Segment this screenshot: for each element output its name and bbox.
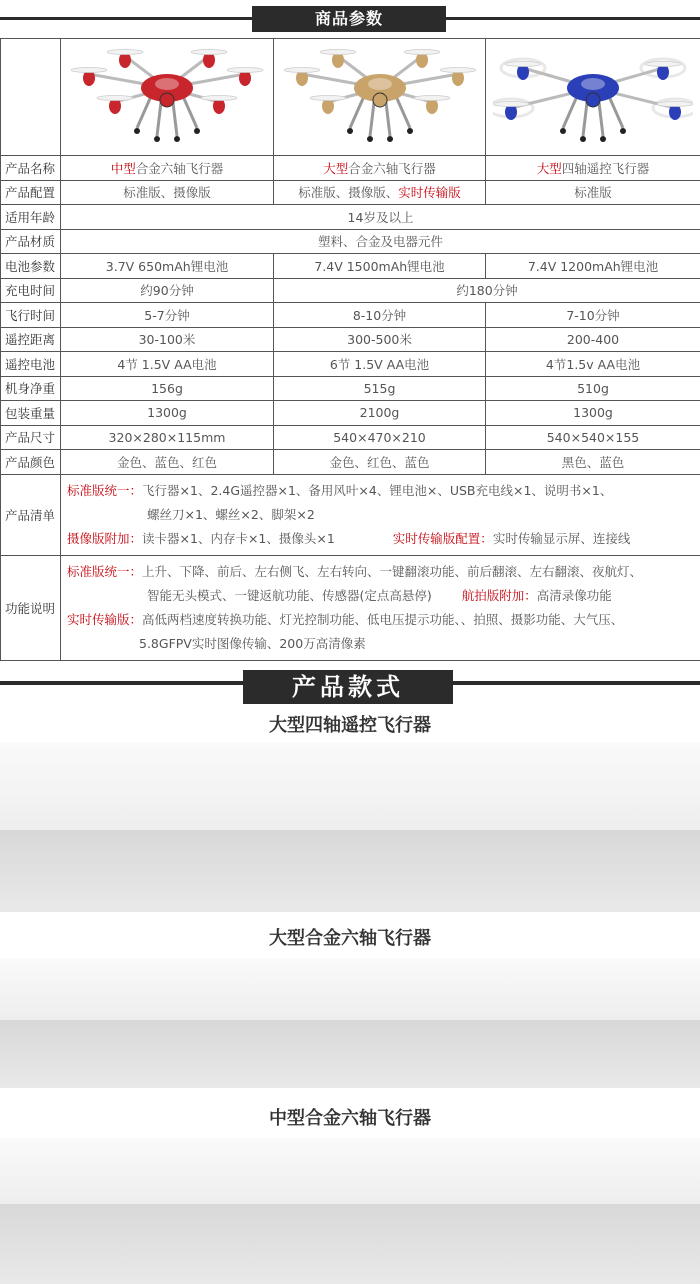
row-net-weight: 机身净重 156g 515g 510g xyxy=(1,376,700,401)
product-images-row xyxy=(1,39,700,156)
stage-medium-hexa xyxy=(0,1138,700,1284)
row-flight: 飞行时间 5-7分钟 8-10分钟 7-10分钟 xyxy=(1,303,700,328)
row-color: 产品颜色 金色、蓝色、红色 金色、红色、蓝色 黑色、蓝色 xyxy=(1,450,700,475)
styles-header-title: 产品款式 xyxy=(243,670,453,704)
row-package-list: 产品清单 标准版统一：飞行器×1、2.4G遥控器×1、备用风叶×4、锂电池×、USB充电线×1、说明书×1、 螺丝刀×1、螺丝×2、脚架×2 摄像版附加：读卡器×1、内存卡×1、摄像头×1 实时传输版配置：实时传输显示屏、连接线 xyxy=(1,474,700,555)
row-config: 产品配置 标准版、摄像版 标准版、摄像版、实时传输版 标准版 xyxy=(1,180,700,205)
row-size: 产品尺寸 320×280×115mm 540×470×210 540×540×155 xyxy=(1,425,700,450)
row-material: 产品材质 塑料、合金及电器元件 xyxy=(1,229,700,254)
row-name: 产品名称 中型合金六轴飞行器 大型合金六轴飞行器 大型四轴遥控飞行器 xyxy=(1,156,700,181)
row-pack-weight: 包装重量 1300g 2100g 1300g xyxy=(1,401,700,426)
row-battery: 电池参数 3.7V 650mAh锂电池 7.4V 1500mAh锂电池 7.4V 1200mAh锂电池 xyxy=(1,254,700,279)
stage-large-hexa xyxy=(0,958,700,1088)
row-range: 遥控距离 30-100米 300-500米 200-400 xyxy=(1,327,700,352)
row-functions: 功能说明 标准版统一：上升、下降、前后、左右侧飞、左右转向、一键翻滚功能、前后翻滚、左右翻滚、夜航灯、 智能无头模式、一键返航功能、传感器(定点高悬停) 航拍版附加：高清录像功能 实时传输版：高低两档速度转换功能、灯光控制功能、低电压提示功能、、拍照、摄影功能、大气压、 5.8GFPV实时图像传输、200万高清像素 xyxy=(1,555,700,660)
row-age: 适用年龄 14岁及以上 xyxy=(1,205,700,230)
styles-header xyxy=(0,670,700,701)
row-charge: 充电时间 约90分钟 约180分钟 xyxy=(1,278,700,303)
group-title-large-hexa: 大型合金六轴飞行器 xyxy=(269,928,431,949)
product-image-large-hexa-gold xyxy=(274,39,486,156)
row-remote-battery: 遥控电池 4节 1.5V AA电池 6节 1.5V AA电池 4节1.5v AA电池 xyxy=(1,352,700,377)
product-image-large-quad-blue xyxy=(486,39,700,156)
stage-large-quad xyxy=(0,742,700,912)
group-title-medium-hexa: 中型合金六轴飞行器 xyxy=(269,1108,431,1129)
spec-table xyxy=(0,38,700,661)
group-title-large-quad: 大型四轴遥控飞行器 xyxy=(269,715,431,736)
product-image-medium-hexa-red xyxy=(61,39,274,156)
spec-header-title: 商品参数 xyxy=(252,6,446,32)
